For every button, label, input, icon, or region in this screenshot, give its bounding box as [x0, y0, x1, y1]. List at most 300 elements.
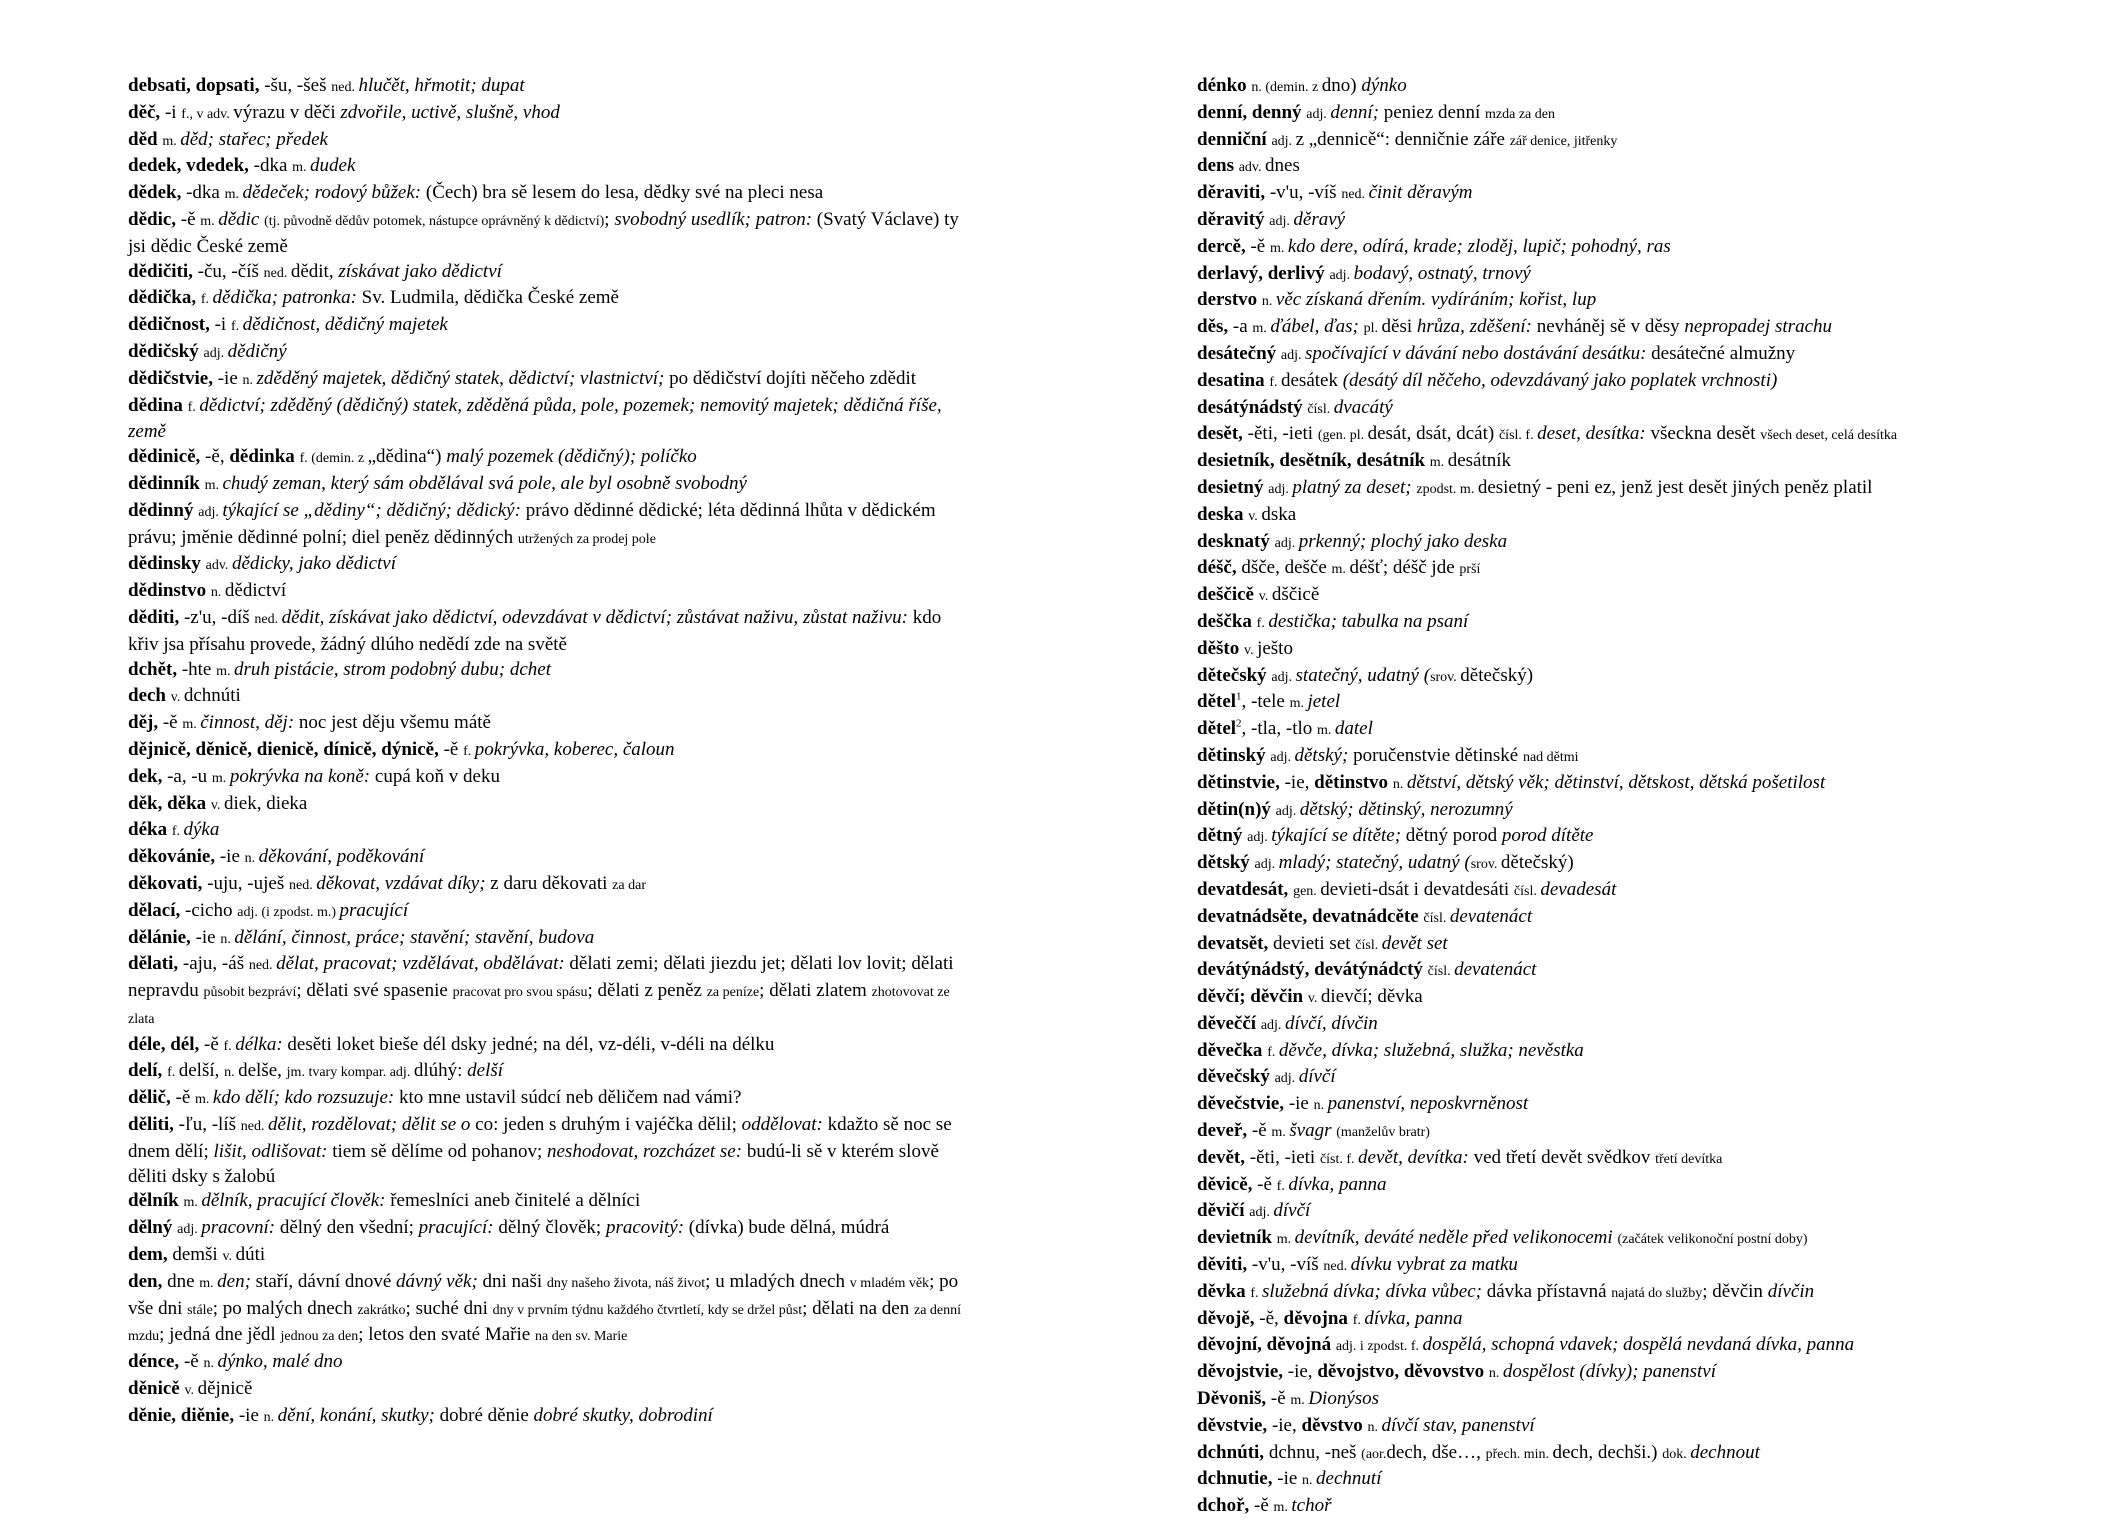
dictionary-entry	[1197, 637, 2077, 664]
dictionary-entry	[128, 952, 968, 1032]
headword: dětinstvie,	[1197, 771, 1285, 793]
dictionary-entry	[128, 1216, 968, 1243]
grammar-note: čísl.	[1513, 883, 1541, 899]
entry-text: ; po vše dni	[128, 1270, 959, 1319]
grammar-note: (začátek velikonoční postní doby)	[1617, 1232, 1808, 1248]
definition-italic: dětský; dětinský, nerozumný	[1299, 798, 1513, 820]
entry-text: -i	[164, 101, 182, 123]
headword: deščicě	[1197, 584, 1259, 606]
dictionary-entry	[128, 340, 968, 367]
headword: desknatý	[1197, 530, 1275, 552]
headword: dědičský	[128, 340, 204, 362]
headword: děvičí	[1197, 1200, 1250, 1222]
grammar-note: m.	[182, 717, 201, 733]
dictionary-entry	[128, 208, 968, 260]
grammar-note: f.	[1269, 374, 1281, 390]
dictionary-entry	[128, 1377, 968, 1404]
entry-text: delše,	[238, 1060, 287, 1082]
grammar-note: ned.	[240, 1119, 268, 1135]
entry-text: -ě	[1254, 1495, 1274, 1517]
grammar-note: f.	[200, 292, 213, 308]
headword: dělič,	[128, 1087, 176, 1109]
grammar-note: m.	[1429, 455, 1448, 471]
dictionary-entry	[128, 579, 968, 606]
headword: dědek,	[128, 182, 187, 204]
definition-italic: dávný věk;	[396, 1270, 483, 1292]
grammar-note: m.	[1289, 696, 1308, 712]
grammar-note: ned.	[254, 611, 282, 627]
dictionary-entry	[128, 1270, 968, 1350]
grammar-note: f.	[1352, 1312, 1365, 1328]
dictionary-entry	[128, 1059, 968, 1086]
definition-italic: dívčí, dívčin	[1284, 1012, 1378, 1034]
headword: denní, denný	[1197, 101, 1307, 123]
entry-text: dech, dše…,	[1386, 1441, 1486, 1463]
grammar-note: adj.	[1275, 803, 1300, 819]
entry-text: desietný - peni ez, jenž jest desět jiných peněz platil	[1477, 476, 1873, 498]
grammar-note: f.	[1250, 1285, 1262, 1301]
entry-text: ; jedná dne jědl	[159, 1324, 281, 1346]
entry-text: ;	[604, 208, 615, 230]
dictionary-entry	[128, 1243, 968, 1270]
headword: dens	[1197, 155, 1239, 177]
headword: dělník	[128, 1190, 184, 1212]
headword: dedek, vdedek,	[128, 155, 254, 177]
headword: déle, dél,	[128, 1033, 204, 1055]
dictionary-entry	[1197, 476, 2077, 503]
definition-italic: dýka	[183, 819, 220, 841]
entry-text: desátek	[1281, 369, 1343, 391]
grammar-note: jm. tvary kompar. adj.	[286, 1065, 414, 1081]
grammar-note: v.	[184, 1383, 198, 1399]
dictionary-entry	[128, 367, 968, 394]
definition-italic: dívčin	[1767, 1280, 1815, 1302]
entry-text: -uju, -uješ	[207, 872, 289, 894]
headword: debsati, dopsati,	[128, 75, 265, 96]
definition-italic: dělník, pracující člověk:	[201, 1190, 391, 1212]
dictionary-entry	[1197, 449, 2077, 476]
definition-italic: dívčí	[1273, 1200, 1311, 1222]
grammar-note: n.	[203, 1356, 218, 1372]
definition-italic: délka:	[235, 1033, 288, 1055]
entry-text: ; dělati své spasenie	[296, 980, 453, 1002]
grammar-note: m.	[1331, 562, 1350, 578]
headword: děvicě,	[1197, 1173, 1258, 1195]
definition-italic: dívka, panna	[1364, 1307, 1463, 1329]
definition-italic: získávat jako dědictví	[338, 260, 502, 282]
dictionary-entry	[1197, 369, 2077, 396]
definition-italic: devadesát	[1540, 878, 1617, 900]
entry-text: ; děvčin	[1702, 1280, 1768, 1302]
dictionary-entry	[128, 74, 968, 101]
grammar-note: n.	[242, 372, 257, 388]
definition-italic: devítník, deváté neděle před velikonocemi	[1294, 1227, 1618, 1249]
grammar-note: m.	[1276, 1232, 1295, 1248]
dictionary-entry	[128, 792, 968, 819]
dictionary-entry	[128, 1350, 968, 1377]
entry-text: dětečský)	[1460, 664, 1534, 686]
definition-italic: svobodný usedlík; patron:	[614, 208, 817, 230]
dictionary-entry	[1197, 798, 2077, 825]
definition-italic: bodavý, ostnatý, trnový	[1353, 262, 1531, 284]
definition-italic: dýnko	[1361, 75, 1407, 96]
definition-italic: tchoř	[1291, 1495, 1332, 1517]
headword: děvečský	[1197, 1066, 1275, 1088]
definition-italic: devatenáct	[1454, 959, 1537, 981]
entry-text: kto mne ustavil súdcí neb děličem nad vámi?	[399, 1087, 742, 1109]
entry-text: dělati zemi; dělati jiezdu jet; dělati lov lovit; dělati nepravdu	[128, 953, 954, 1002]
definition-italic: (desátý díl něčeho, odevzdávaný jako poplatek vrchnosti)	[1342, 369, 1778, 391]
headword: derstvo	[1197, 289, 1262, 311]
dictionary-entry	[1197, 342, 2077, 369]
grammar-note: adj.	[1260, 1017, 1285, 1033]
entry-text: dievčí; děvka	[1320, 986, 1423, 1008]
headword: děvojstvie,	[1197, 1361, 1288, 1383]
grammar-note: n.	[1261, 294, 1276, 310]
grammar-note: čísl.	[1427, 964, 1455, 980]
dictionary-entry	[1197, 288, 2077, 315]
definition-italic: dědictví; zděděný (dědičný) statek, zděděná půda, pole, pozemek; nemovitý majetek; dědičná říše, země	[128, 394, 942, 443]
dictionary-entry	[128, 658, 968, 685]
headword: desátýnádstý	[1197, 396, 1308, 418]
entry-text: budú-li sě v kterém slově děliti dsky s žalobú	[128, 1140, 939, 1187]
headword: desátečný	[1197, 342, 1281, 364]
headword: děkovati,	[128, 872, 208, 894]
headword: dchoř,	[1197, 1495, 1254, 1517]
grammar-note: adj.	[1268, 481, 1293, 497]
definition-italic: devět set	[1381, 932, 1448, 954]
grammar-note: pl.	[1363, 321, 1382, 337]
headword: derlavý, derlivý	[1197, 262, 1330, 284]
headword: dětinstvo	[1314, 771, 1393, 793]
grammar-note: m.	[1290, 1393, 1309, 1409]
entry-text: ; u mladých dnech	[705, 1270, 850, 1292]
entry-text: -ču, -číš	[197, 260, 264, 282]
entry-text: všeckna desět	[1650, 423, 1761, 445]
entry-text: nevháněj sě v děsy	[1536, 316, 1685, 338]
dictionary-entry	[128, 684, 968, 711]
grammar-note: čísl.	[1423, 910, 1450, 926]
entry-text: desěti loket bieše dél dsky jedné; na dél, vz-déli, v-déli na délku	[287, 1033, 775, 1055]
definition-italic: týkající se „dědiny“; dědičný; dědický:	[222, 499, 526, 521]
entry-text: -dka	[186, 182, 225, 204]
entry-text: -ie	[217, 367, 243, 389]
grammar-note: f.	[1267, 1044, 1279, 1060]
entry-text: -ě,	[205, 446, 230, 468]
entry-text: (dívka) bude dělná, múdrá	[688, 1217, 890, 1239]
grammar-note: adj.	[198, 504, 223, 520]
entry-text: -aju, -áš	[182, 953, 249, 975]
dictionary-entry	[1197, 1333, 2077, 1360]
entry-text: dni naši	[482, 1270, 547, 1292]
headword: děviti,	[1197, 1254, 1252, 1276]
grammar-note: m.	[1271, 1125, 1290, 1141]
definition-italic: dědit, získávat jako dědictví, odevzdávat v dědictví; zůstávat naživu, zůstat naživu:	[281, 606, 913, 628]
entry-text: dšče, dešče	[1241, 557, 1332, 579]
entry-text: dávka přístavná	[1486, 1280, 1612, 1302]
dictionary-entry	[128, 1404, 968, 1431]
grammar-note: jednou za den	[280, 1329, 359, 1345]
headword: děvojstvo, děvovstvo	[1317, 1361, 1489, 1383]
definition-italic: týkající se dítěte;	[1271, 825, 1406, 847]
dictionary-entry	[1197, 128, 2077, 155]
entry-text: dščicě	[1271, 584, 1320, 606]
definition-italic: zdvořile, uctivě, slušně, vhod	[340, 101, 560, 123]
dictionary-entry	[1197, 851, 2077, 878]
headword: dercě,	[1197, 235, 1251, 257]
entry-text: Sv. Ludmila, dědička České země	[361, 287, 619, 309]
grammar-note: v mladém věk	[849, 1275, 930, 1291]
grammar-note: čísl. f.	[1498, 428, 1538, 444]
grammar-note: všech deset, celá desítka	[1760, 428, 1898, 444]
headword: dělný	[128, 1217, 178, 1239]
grammar-note: číst. f.	[1319, 1151, 1359, 1167]
entry-text: dělný den všední;	[279, 1217, 419, 1239]
grammar-note: za dar	[612, 877, 646, 893]
dictionary-entry	[1197, 958, 2077, 985]
entry-text: demši	[172, 1244, 223, 1266]
entry-text: dno)	[1321, 75, 1362, 96]
definition-italic: činnost, děj:	[200, 712, 299, 734]
headword: děvečstvie,	[1197, 1093, 1289, 1115]
headword: Děvoniš,	[1197, 1388, 1271, 1410]
definition-italic: dělání, činnost, práce; stavění; stavění, budova	[234, 926, 595, 948]
dictionary-entry	[1197, 154, 2077, 181]
dictionary-entry	[1197, 422, 2077, 449]
entry-text: ješto	[1257, 637, 1293, 659]
grammar-note: dny našeho života, náš život	[546, 1275, 706, 1291]
definition-italic: pracovní:	[201, 1217, 280, 1239]
entry-text: devieti-dsát i devatdesáti	[1320, 878, 1514, 900]
dictionary-entry	[128, 606, 968, 658]
entry-text: (Čech) bra sě lesem do lesa, dědky své na pleci nesa	[425, 182, 824, 204]
definition-italic: dělat, pracovat; vzdělávat, obdělávat:	[276, 953, 570, 975]
dictionary-entry	[128, 818, 968, 845]
definition-italic: oddělovat:	[741, 1114, 828, 1136]
entry-text: řemeslníci aneb činitelé a dělníci	[390, 1190, 641, 1212]
dictionary-entry	[1197, 1253, 2077, 1280]
headword: devatnádsěte, devatnádcěte	[1197, 905, 1424, 927]
entry-text: ; dělati zlatem	[759, 980, 872, 1002]
definition-italic: věc získaná dřením. vydíráním; kořist, lup	[1275, 289, 1597, 311]
headword: den,	[128, 1270, 168, 1292]
entry-text: ; dělati z peněz	[587, 980, 707, 1002]
entry-text: desátečné almužny	[1651, 342, 1796, 364]
dictionary-entry	[1197, 1146, 2077, 1173]
dictionary-entry	[128, 286, 968, 313]
entry-text: dlúhý:	[413, 1060, 468, 1082]
grammar-note: m.	[200, 213, 219, 229]
definition-italic: služebná dívka; dívka vůbec;	[1262, 1280, 1487, 1302]
dictionary-entry	[1197, 208, 2077, 235]
grammar-note: adj.	[1249, 1205, 1274, 1221]
entry-text: dech, dechši.)	[1552, 1441, 1663, 1463]
definition-italic: děkovat, vzdávat díky;	[316, 872, 491, 894]
dictionary-entry	[1197, 1199, 2077, 1226]
grammar-note: v.	[210, 797, 224, 813]
dictionary-entry	[1197, 1387, 2077, 1414]
grammar-note: dok.	[1662, 1446, 1691, 1462]
dictionary-entry	[128, 472, 968, 499]
entry-text: ; dělati na den	[802, 1297, 914, 1319]
grammar-note: f. (demin. z	[299, 451, 368, 467]
grammar-note: m.	[292, 160, 311, 176]
definition-italic: dobré skutky, dobrodiní	[533, 1404, 713, 1426]
entry-text: dědit,	[290, 260, 339, 282]
entry-text: peniez denní	[1383, 101, 1485, 123]
grammar-note: m.	[1252, 321, 1271, 337]
grammar-note: adj.	[1271, 669, 1296, 685]
entry-text: -ěti, -ieti	[1249, 1146, 1320, 1168]
grammar-note: adj. (i zpodst. m.)	[237, 904, 340, 920]
definition-italic: den;	[217, 1270, 256, 1292]
headword: dědinsky	[128, 553, 206, 575]
definition-italic: dvacátý	[1333, 396, 1393, 418]
entry-text: -dka	[253, 155, 293, 177]
entry-text: devieti set	[1272, 932, 1356, 954]
grammar-note: v.	[170, 690, 184, 706]
entry-text: děsi	[1381, 316, 1417, 338]
headword: dénko	[1197, 75, 1252, 96]
grammar-note: n.	[1313, 1098, 1328, 1114]
headword: dědina	[128, 394, 188, 416]
dictionary-entry	[1197, 985, 2077, 1012]
entry-text: -ie	[1277, 1468, 1303, 1490]
dictionary-entry	[128, 845, 968, 872]
definition-italic: denní;	[1330, 101, 1384, 123]
dictionary-entry	[1197, 1494, 2077, 1521]
dictionary-entry	[128, 872, 968, 899]
definition-italic: dívčí stav, panenství	[1381, 1414, 1535, 1436]
headword: deščka	[1197, 610, 1257, 632]
grammar-note: m.	[1269, 240, 1288, 256]
entry-text: -ě	[1250, 235, 1270, 257]
grammar-note: f.	[1256, 615, 1269, 631]
entry-text: -i	[214, 314, 231, 336]
entry-text: , -tla, -tlo	[1241, 718, 1317, 740]
headword: deska	[1197, 503, 1249, 525]
headword: děkovánie,	[128, 846, 220, 868]
grammar-note: n.	[1488, 1366, 1503, 1382]
dictionary-entry	[128, 1086, 968, 1113]
headword: dědičnost,	[128, 314, 215, 336]
entry-text: ved třetí devět svědkov	[1473, 1146, 1656, 1168]
grammar-note: adj.	[1254, 857, 1279, 873]
entry-text: -ě	[175, 1087, 196, 1109]
headword: déka	[128, 819, 172, 841]
dictionary-entry	[128, 445, 968, 472]
headword: dědinka	[229, 446, 300, 468]
headword: desět,	[1197, 423, 1248, 445]
headword: dědinstvo	[128, 580, 211, 602]
grammar-note: m.	[195, 1092, 213, 1108]
grammar-note: n.	[1392, 776, 1407, 792]
dictionary-entry	[1197, 771, 2077, 798]
entry-text: dchnu, -neš	[1268, 1441, 1362, 1463]
definition-italic: děkování, poděkování	[258, 846, 425, 868]
grammar-note: f., v adv.	[181, 106, 234, 122]
grammar-note: ned.	[263, 265, 291, 281]
entry-text: právo dědinné dědické; léta dědinná lhůta v dědickém právu; jměnie dědinné polní; diel peněz dědinných	[128, 499, 936, 548]
grammar-note: najatá do služby	[1611, 1285, 1703, 1301]
headword: dchět,	[128, 658, 182, 680]
grammar-note: působit bezpráví	[203, 985, 297, 1001]
headword: dělati,	[128, 953, 183, 975]
grammar-note: adj.	[1270, 749, 1295, 765]
entry-text: cupá koň v deku	[374, 765, 500, 787]
dictionary-column-right	[1197, 74, 2077, 1521]
entry-text: z daru děkovati	[490, 872, 613, 894]
dictionary-entry	[1197, 1092, 2077, 1119]
dictionary-entry	[128, 899, 968, 926]
headword: desatina	[1197, 369, 1270, 391]
definition-italic: pracovitý:	[605, 1217, 689, 1239]
grammar-note: m.	[1273, 1500, 1292, 1516]
dictionary-entry	[1197, 556, 2077, 583]
grammar-note: adv.	[1238, 160, 1266, 176]
entry-text: kdažto sě noc se dnem dělí;	[128, 1114, 952, 1162]
headword: děvečka	[1197, 1039, 1268, 1061]
headword: deveř,	[1197, 1120, 1252, 1142]
grammar-note: v.	[1243, 642, 1258, 658]
grammar-note: ned.	[248, 958, 277, 974]
definition-italic: dospělost (dívky); panenství	[1502, 1361, 1716, 1383]
dictionary-entry	[1197, 1173, 2077, 1200]
definition-italic: hrůza, zděšení:	[1416, 316, 1537, 338]
entry-text: -z'u, -díš	[183, 606, 255, 628]
definition-italic: pracující	[339, 899, 409, 921]
definition-italic: dědičný	[227, 340, 287, 362]
entry-text: ; suché dni	[405, 1297, 493, 1319]
grammar-note: f.	[171, 824, 184, 840]
entry-text: po dědičství dojíti něčeho zdědit	[669, 367, 916, 389]
grammar-note: čísl.	[1307, 401, 1334, 417]
headword: děveččí	[1197, 1012, 1261, 1034]
grammar-note: adj.	[1306, 106, 1331, 122]
definition-italic: dudek	[310, 155, 356, 177]
entry-text: výrazu v děči	[233, 101, 341, 123]
headword: děd	[128, 128, 163, 150]
headword: dějnicě, děnicě, dienicě, dínicě, dýnicě,	[128, 738, 444, 760]
definition-italic: prkenný; plochý jako deska	[1298, 530, 1508, 552]
dictionary-entry	[1197, 1226, 2077, 1253]
headword: dědičiti,	[128, 260, 198, 282]
entry-text: desát, dsát, dcát)	[1367, 423, 1499, 445]
homonym-index: 1	[1236, 691, 1242, 703]
grammar-note: čísl.	[1355, 937, 1382, 953]
headword: děvka	[1197, 1280, 1251, 1302]
entry-text: -ie	[238, 1404, 264, 1426]
entry-text: déšť; déšč jde	[1349, 557, 1460, 579]
dictionary-entry	[1197, 905, 2077, 932]
entry-text: -ľu, -líš	[178, 1114, 241, 1136]
entry-text: -ě	[162, 712, 183, 734]
dictionary-entry	[1197, 1065, 2077, 1092]
grammar-note: (manželův bratr)	[1336, 1125, 1430, 1141]
grammar-note: v.	[1258, 589, 1272, 605]
headword: dětel	[1197, 691, 1237, 713]
headword: dědinný	[128, 499, 199, 521]
entry-text: -ie	[219, 846, 245, 868]
entry-text: dědictví	[224, 580, 287, 602]
headword: dědic,	[128, 208, 181, 230]
grammar-note: adj.	[177, 1222, 202, 1238]
headword: dětný	[1197, 825, 1248, 847]
headword: děliti,	[128, 1114, 179, 1136]
grammar-note: n.	[263, 1409, 278, 1425]
dictionary-entry	[1197, 262, 2077, 289]
headword: dědinník	[128, 472, 205, 494]
